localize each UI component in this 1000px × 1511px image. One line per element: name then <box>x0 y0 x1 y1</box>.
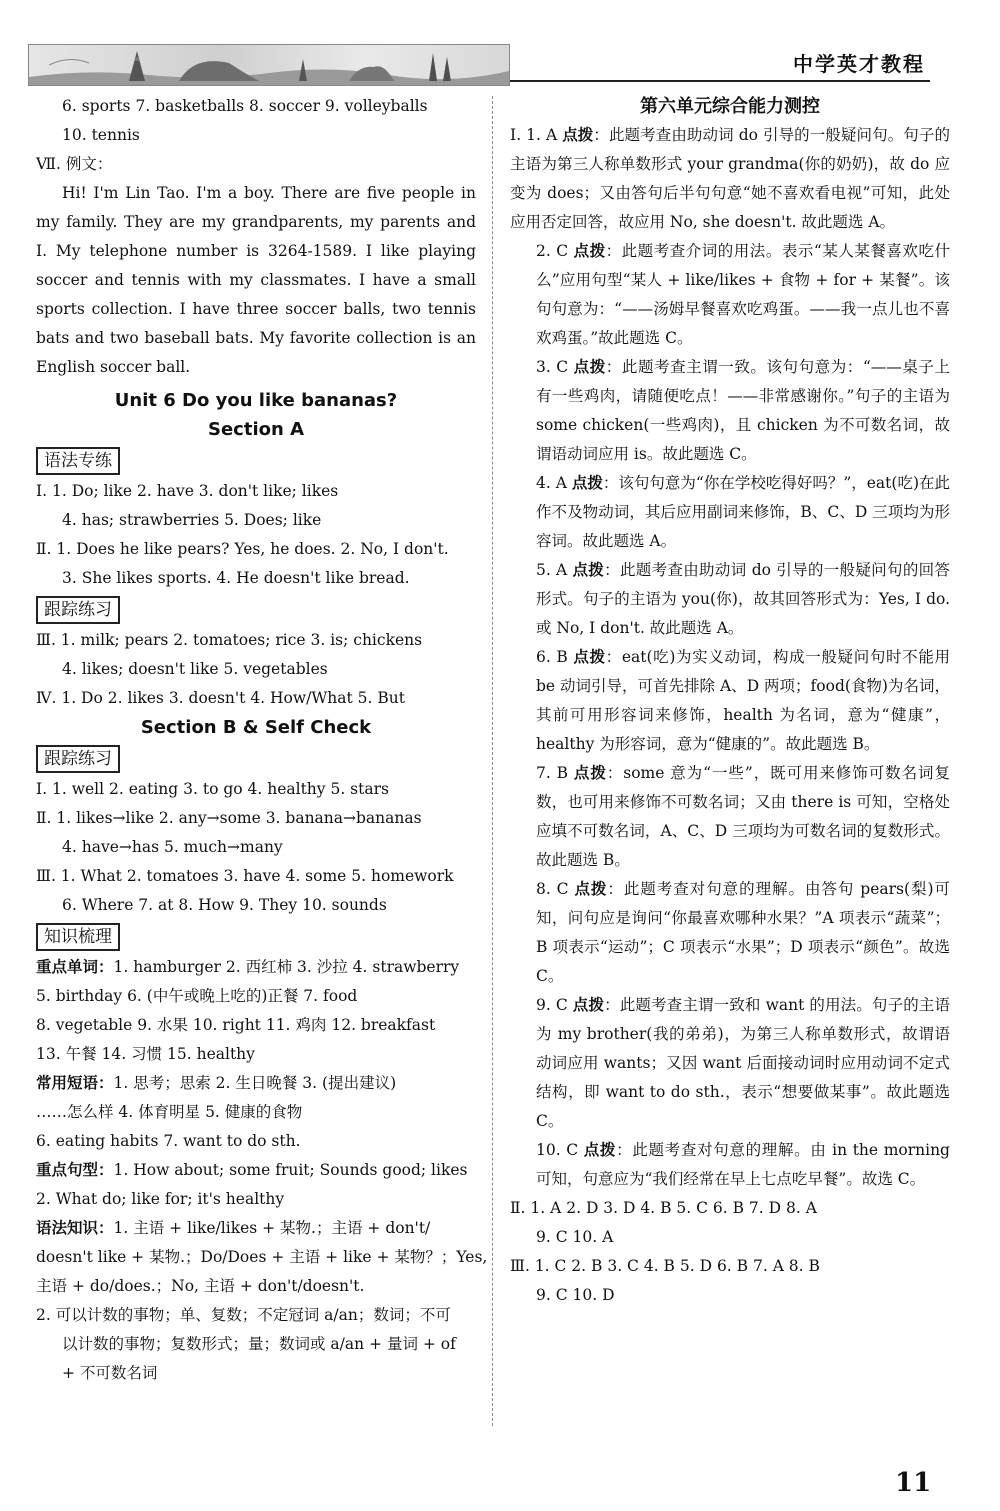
sample-essay: Hi! I'm Lin Tao. I'm a boy. There are five people in my family. They are my grandparents, my parents and I. My telephone number is 3264-1589. I like playing soccer and tennis with my classmates. I have a small sports collection. I have three soccer balls, two tennis bats and two baseball bats. My favorite collection is an English soccer ball. <box>36 184 476 376</box>
phrases-label: 常用短语： <box>36 1074 114 1092</box>
sentences-text: 1. How about; some fruit; Sounds good; likes <box>113 1161 468 1179</box>
explanation-text: 此题考查对句意的理解。由 in the morning 可知，句意应为“我们经常在早上七点吃早餐”。故选 C。 <box>536 1141 950 1188</box>
question-explanation <box>510 469 950 556</box>
answer-line: 4. likes; doesn't like 5. vegetables <box>62 660 328 678</box>
answer-line: Ⅱ. 1. Does he like pears? Yes, he does. 2. No, I don't. <box>36 540 449 558</box>
tip-label: 点拨 <box>573 764 607 782</box>
question-explanation <box>510 991 950 1136</box>
answer-line: Ⅲ. 1. What 2. tomatoes 3. have 4. some 5. homework <box>36 867 454 885</box>
colon: ： <box>605 648 622 666</box>
sentences-line <box>36 1156 476 1185</box>
tracking-practice-label: 跟踪练习 <box>36 596 120 624</box>
question-number: 10. C <box>536 1141 579 1159</box>
explanation-text: 此题考查由助动词 do 引导的一般疑问句。句子的主语为第三人称单数形式 your grandma(你的奶奶)，故 do 应变为 does；又由答句后半句句意“她不喜欢看电视”可知，此处应用否定回答，故应用 No, she doesn't. 故此题选 A。 <box>510 126 950 231</box>
header-rule <box>510 80 930 82</box>
grammar-knowledge-line <box>36 1214 476 1243</box>
colon: ： <box>606 764 624 782</box>
grammar-knowledge-text: + 不可数名词 <box>62 1364 158 1382</box>
grammar-practice-label: 语法专练 <box>36 447 120 475</box>
question-number: 6. B <box>536 648 568 666</box>
knowledge-summary-label: 知识梳理 <box>36 923 120 951</box>
sentences-text: 2. What do; like for; it's healthy <box>36 1190 285 1208</box>
answer-line: Ⅲ. 1. milk; pears 2. tomatoes; rice 3. is; chickens <box>36 631 423 649</box>
answer-line: 9. C 10. D <box>536 1286 615 1304</box>
city-skyline-image <box>29 45 509 85</box>
tip-label: 点拨 <box>574 880 608 898</box>
question-explanation <box>510 875 950 991</box>
question-number: 7. B <box>536 764 569 782</box>
colon: ： <box>604 561 620 579</box>
colon: ： <box>604 996 620 1014</box>
key-words-line <box>36 953 476 982</box>
question-explanation <box>510 1136 950 1194</box>
question-explanation <box>510 353 950 469</box>
grammar-knowledge-text: 2. 可以计数的事物；单、复数；不定冠词 a/an；数词；不可 <box>36 1306 451 1324</box>
question-explanation <box>510 759 950 875</box>
answer-line: Ⅶ. 例文： <box>36 155 113 173</box>
unit-test-title: 第六单元综合能力测控 <box>640 96 820 117</box>
answer-line: Ⅲ. 1. C 2. B 3. C 4. B 5. D 6. B 7. A 8. B <box>510 1257 820 1275</box>
phrases-line <box>36 1069 476 1098</box>
tip-label: 点拨 <box>562 126 594 144</box>
question-number: 5. A <box>536 561 568 579</box>
colon: ： <box>593 126 609 144</box>
question-explanation <box>510 237 950 353</box>
left-column <box>36 92 488 1388</box>
question-explanation <box>510 121 950 237</box>
header-title: 中学英才教程 <box>793 52 925 76</box>
tip-label: 点拨 <box>573 242 606 260</box>
key-words-label: 重点单词： <box>36 958 114 976</box>
explanation-text: 此题考查对句意的理解。由答句 pears(梨)可知，问句应是询问“你最喜欢哪种水果？”A 项表示“蔬菜”；B 项表示“运动”；C 项表示“水果”；D 项表示“颜色”。故选 C。 <box>536 880 950 985</box>
section-a-title: Section A <box>208 419 304 440</box>
answer-line: 10. tennis <box>62 126 140 144</box>
grammar-knowledge-text: 1. 主语 + like/likes + 某物.；主语 + don't/ <box>113 1219 431 1237</box>
key-words-text: 1. hamburger 2. 西红柿 3. 沙拉 4. strawberry <box>113 958 460 976</box>
tip-label: 点拨 <box>572 996 605 1014</box>
grammar-knowledge-text: doesn't like + 某物.；Do/Does + 主语 + like + 某物？；Yes, <box>36 1248 488 1266</box>
key-words-text: 8. vegetable 9. 水果 10. right 11. 鸡肉 12. breakfast <box>36 1016 436 1034</box>
colon: ： <box>607 880 624 898</box>
question-number: 9. C <box>536 996 568 1014</box>
key-words-text: 5. birthday 6. (中午或晚上吃的)正餐 7. food <box>36 987 358 1005</box>
colon: ： <box>616 1141 633 1159</box>
grammar-knowledge-text: 以计数的事物；复数形式；量；数词或 a/an + 量词 + of <box>62 1335 456 1353</box>
page-number: 11 <box>895 1468 932 1498</box>
colon: ： <box>602 474 619 492</box>
tip-label: 点拨 <box>583 1141 617 1159</box>
grammar-knowledge-text: 主语 + do/does.；No, 主语 + don't/doesn't. <box>36 1277 365 1295</box>
question-explanation <box>510 643 950 759</box>
phrases-text: 1. 思考；思索 2. 生日晚餐 3. (提出建议) <box>113 1074 397 1092</box>
answer-line: 6. Where 7. at 8. How 9. They 10. sounds <box>62 896 387 914</box>
right-column <box>510 92 950 1310</box>
phrases-text: ……怎么样 4. 体育明星 5. 健康的食物 <box>36 1103 303 1121</box>
question-explanation <box>510 556 950 643</box>
grammar-knowledge-label: 语法知识： <box>36 1219 114 1237</box>
sentences-label: 重点句型： <box>36 1161 114 1179</box>
header-banner-image <box>28 44 510 86</box>
colon: ： <box>605 358 622 376</box>
answer-line: 9. C 10. A <box>536 1228 614 1246</box>
explanation-text: 此题考查由助动词 do 引导的一般疑问句的回答形式。句子的主语为 you(你)，故其回答形式为：Yes, I do. 或 No, I don't. 故此题选 A。 <box>536 561 950 637</box>
answer-line: Ⅰ. 1. Do; like 2. have 3. don't like; likes <box>36 482 339 500</box>
key-words-text: 13. 午餐 14. 习惯 15. healthy <box>36 1045 255 1063</box>
explanation-text: 此题考查主谓一致。该句句意为：“——桌子上有一些鸡肉，请随便吃点！——非常感谢你。”句子的主语为 some chicken(一些鸡肉)，且 chicken 为不可数名词，故谓语动词应用 is。故此题选 C。 <box>536 358 950 463</box>
question-number: 8. C <box>536 880 569 898</box>
column-divider <box>492 96 493 1426</box>
colon: ： <box>605 242 622 260</box>
answer-line: 6. sports 7. basketballs 8. soccer 9. volleyballs <box>62 97 428 115</box>
explanation-text: 此题考查介词的用法。表示“某人某餐喜欢吃什么”应用句型“某人 + like/likes + 食物 + for + 某餐”。该句句意为：“——汤姆早餐喜欢吃鸡蛋。——我一点儿也不喜欢鸡蛋。”故此题选 C。 <box>536 242 950 347</box>
explanation-text: 该句句意为“你在学校吃得好吗？”，eat(吃)在此作不及物动词，其后应用副词来修饰，B、C、D 三项均为形容词。故此题选 A。 <box>536 474 950 550</box>
explanation-text: some 意为“一些”，既可用来修饰可数名词复数，也可用来修饰不可数名词；又由 there is 可知，空格处应填不可数名词，A、C、D 三项均为可数名词的复数形式。故此题选 B。 <box>536 764 950 869</box>
answer-line: 3. She likes sports. 4. He doesn't like bread. <box>62 569 410 587</box>
answer-line: Ⅱ. 1. A 2. D 3. D 4. B 5. C 6. B 7. D 8. A <box>510 1199 817 1217</box>
question-number: 3. C <box>536 358 569 376</box>
answer-line: 4. have→has 5. much→many <box>62 838 283 856</box>
answer-line: 4. has; strawberries 5. Does; like <box>62 511 322 529</box>
unit-title: Unit 6 Do you like bananas? <box>114 390 398 411</box>
question-number: 2. C <box>536 242 569 260</box>
phrases-text: 6. eating habits 7. want to do sth. <box>36 1132 301 1150</box>
answer-line: Ⅰ. 1. well 2. eating 3. to go 4. healthy 5. stars <box>36 780 389 798</box>
tip-label: 点拨 <box>573 648 606 666</box>
question-number: Ⅰ. 1. A <box>510 126 558 144</box>
question-list <box>510 121 950 1194</box>
explanation-text: eat(吃)为实义动词，构成一般疑问句时不能用 be 动词引导，可首先排除 A、D 两项；food(食物)为名词，其前可用形容词来修饰，health 为名词，意为“健康”，healthy 为形容词，意为“健康的”。故此题选 B。 <box>536 648 950 753</box>
tip-label: 点拨 <box>571 474 603 492</box>
section-b-title: Section B & Self Check <box>140 717 372 738</box>
answer-line: Ⅳ. 1. Do 2. likes 3. doesn't 4. How/What 5. But <box>36 689 405 707</box>
tip-label: 点拨 <box>572 561 605 579</box>
answer-line: Ⅱ. 1. likes→like 2. any→some 3. banana→bananas <box>36 809 422 827</box>
tracking-practice-label: 跟踪练习 <box>36 745 120 773</box>
tip-label: 点拨 <box>573 358 606 376</box>
explanation-text: 此题考查主谓一致和 want 的用法。句子的主语为 my brother(我的弟弟)，为第三人称单数形式，故谓语动词应用 wants；又因 want 后面接动词时应用动词不定式结构，即 want to do sth.，表示“想要做某事”。故此题选 C。 <box>536 996 950 1130</box>
question-number: 4. A <box>536 474 567 492</box>
